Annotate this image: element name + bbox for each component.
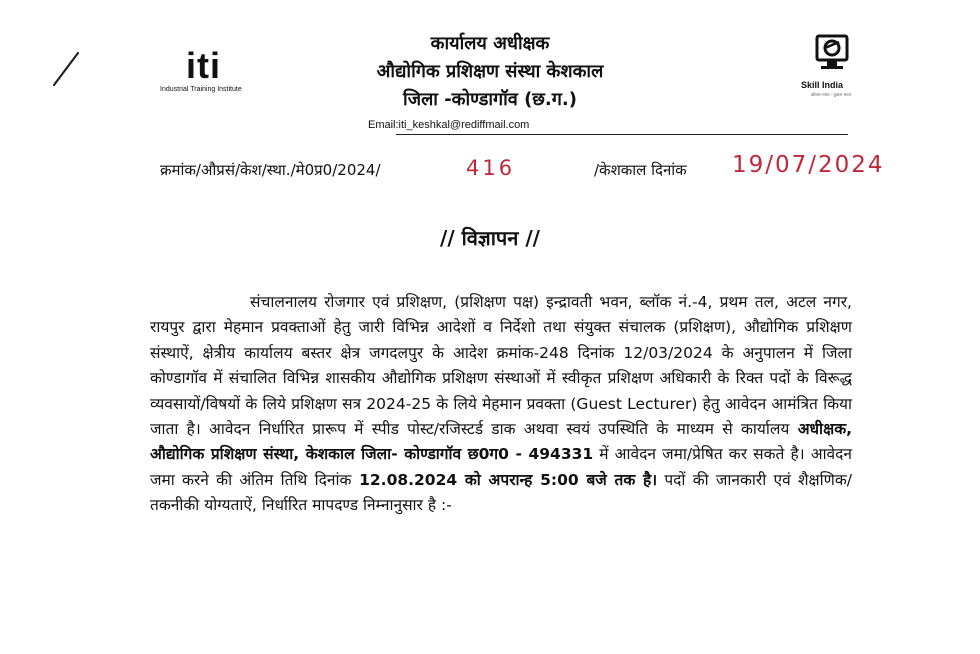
email-address: Email:iti_keshkal@rediffmail.com xyxy=(368,119,530,131)
date-label: /केशकाल दिनांक xyxy=(594,161,687,179)
district-name: जिला -कोण्डागॉव (छ.ग.) xyxy=(403,89,577,110)
institute-name: औद्योगिक प्रशिक्षण संस्था केशकाल xyxy=(376,61,604,82)
skill-india-tagline: कौशल भारत - कुशल भारत xyxy=(811,92,852,97)
skill-india-emblem-icon xyxy=(813,34,853,76)
body-text-office-address: अधीक्षक, औद्योगिक प्रशिक्षण संस्था, केशकाल जिला- कोण्डागॉव छ0ग0 - 494331 xyxy=(150,420,852,464)
advertisement-title: // विज्ञापन // xyxy=(440,226,540,250)
handwritten-slash-mark xyxy=(50,50,82,88)
iti-logo xyxy=(160,45,280,98)
advertisement-body xyxy=(150,290,852,519)
reference-number-handwritten: 416 xyxy=(466,156,516,180)
iti-logo-wordmark: iti xyxy=(186,45,221,86)
body-text-intro: संचालनालय रोजगार एवं प्रशिक्षण, (प्रशिक्षण पक्ष) इन्द्रावती भवन, ब्लॉक नं.-4, प्रथम तल, अटल नगर, रायपुर द्वारा मेहमान प्रवक्ताओं हेतु जारी विभिन्न आदेशों व निर्देशो तथा संयुक्त संचालक (प्रशिक्षण), औद्योगिक प्रशिक्षण संस्थाऐं, क्षेत्रीय कार्यालय बस्तर क्षेत्र जगदलपुर के आदेश क्रमांक-248 दिनांक 12/03/2024 के अनुपालन में जिला कोण्डागॉव में संचालित विभिन्न शासकीय औद्योगिक प्रशिक्षण संस्थाओं में स्वीकृत प्रशिक्षण अधिकारी के रिक्त पदों के विरूद्ध व्यवसायों/विषयों के लिये प्रशिक्षण सत्र 2024-25 के लिये मेहमान प्रवक्ता (Guest Lecturer) हेतु आवेदन आमंत्रित किया जाता है। आवेदन निर्धारित प्रारूप में स्पीड पोस्ट/रजिस्टर्ड डाक अथवा स्वयं उपस्थिति के माध्यम से कार्यालय xyxy=(150,293,852,439)
skill-india-logo xyxy=(795,34,875,98)
body-text-submission: में आवेदन जमा/प्रेषित कर सकते है। आवेदन जमा करने की अंतिम तिथि दिनांक xyxy=(150,445,852,489)
skill-india-text: Skill India xyxy=(801,80,844,90)
iti-logo-subtitle: Industrial Training Institute xyxy=(160,86,242,93)
letterhead xyxy=(300,30,680,114)
reference-number-label: क्रमांक/औप्रसं/केश/स्था./मे0प्र0/2024/ xyxy=(160,161,381,179)
date-handwritten: 19/07/2024 xyxy=(732,152,885,178)
header-divider xyxy=(396,134,848,135)
office-title: कार्यालय अधीक्षक xyxy=(430,33,550,54)
body-text-closing: पदों की जानकारी एवं शैक्षणिक/तकनीकी योग्यताऐं, निर्धारित मापदण्ड निम्नानुसार है :- xyxy=(150,470,852,515)
body-text-deadline: 12.08.2024 को अपरान्ह 5:00 बजे तक है। xyxy=(351,470,658,489)
